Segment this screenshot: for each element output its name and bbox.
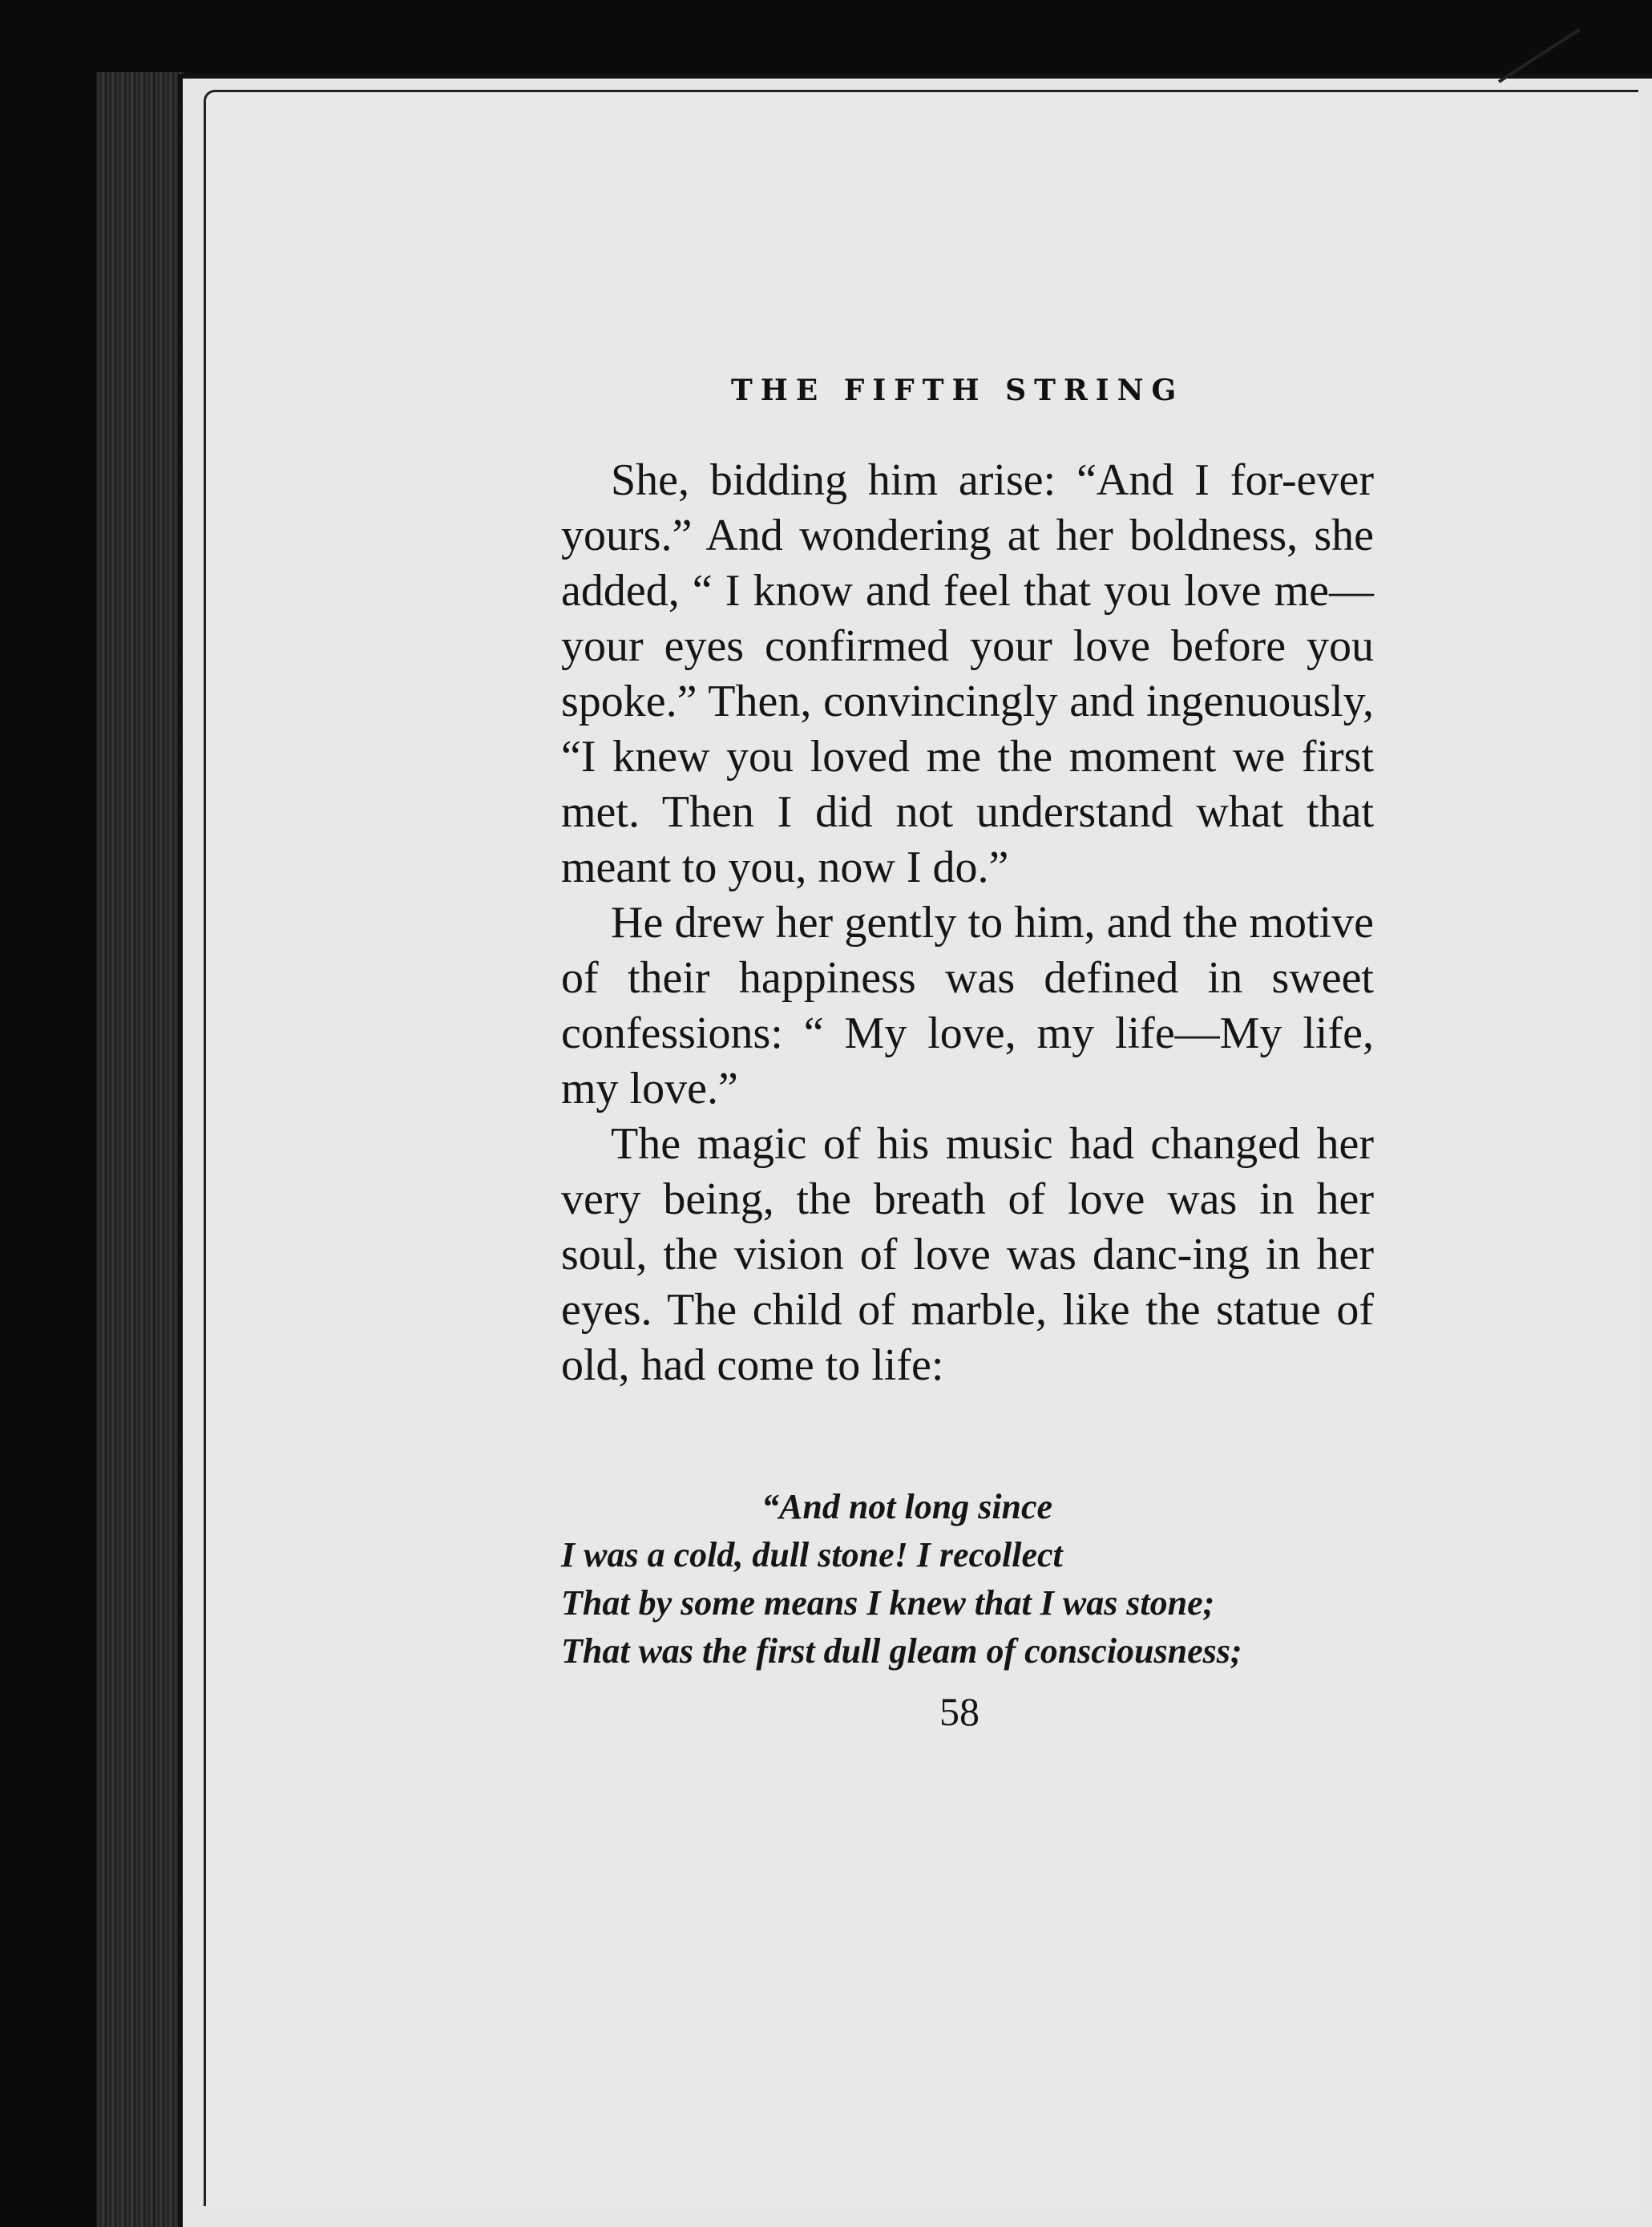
paragraph-1: She, bidding him arise: “And I for-ever yours.” And wondering at her boldness, she added, “ I know and feel that you love me—your eyes confirmed your love before you spoke.” Then, convincingly and ingenuously, “I knew you loved me the moment we first met. Then I did not understand what that meant to you, now I do.” [561, 455, 1374, 892]
running-head: THE FIFTH STRING [731, 374, 1185, 407]
verse-line-2: I was a cold, dull stone! I recollect [561, 1535, 1063, 1574]
verse-quotation [561, 1483, 1387, 1675]
body-text [561, 453, 1374, 1393]
page-number: 58 [939, 1689, 979, 1734]
verse-line-3: That by some means I knew that I was stone; [561, 1583, 1215, 1623]
paragraph-3: The magic of his music had changed her very being, the breath of love was in her soul, the vision of love was danc-ing in her eyes. The child of marble, like the statue of old, had come to life: [561, 1119, 1374, 1390]
verse-line-4: That was the first dull gleam of consciousness; [561, 1631, 1242, 1671]
paragraph-2: He drew her gently to him, and the motive of their happiness was defined in sweet confessions: “ My love, my life—My life, my love.” [561, 898, 1374, 1114]
verse-line-1: “And not long since [761, 1487, 1053, 1526]
book-spine [96, 72, 184, 2227]
